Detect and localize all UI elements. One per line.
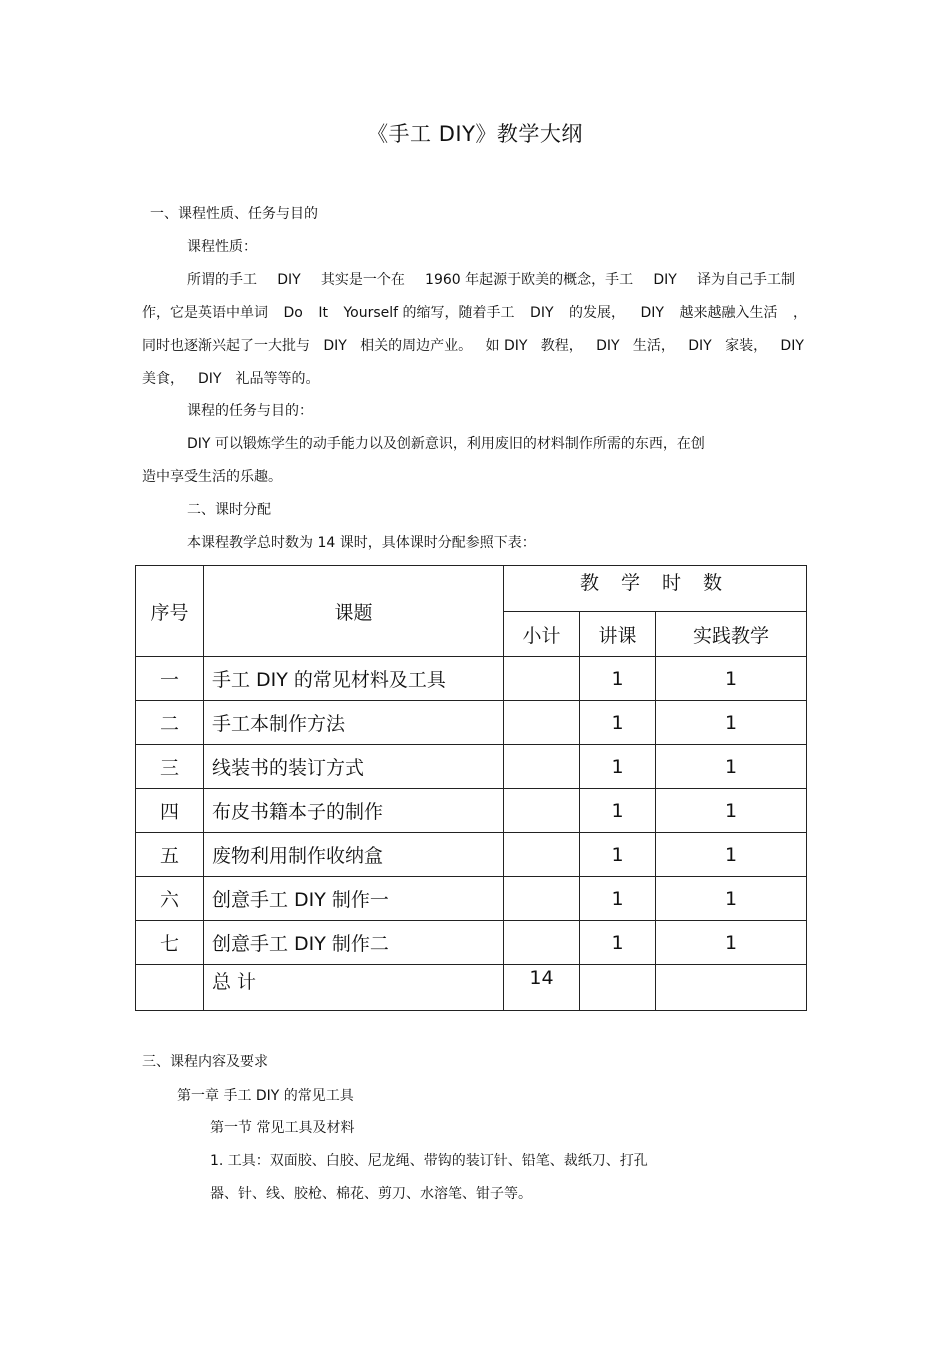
header-topic: 课题: [204, 566, 504, 657]
section2-heading: 二、课时分配: [187, 502, 271, 518]
table-row: 五 废物利用制作收纳盒 1 1: [136, 833, 807, 877]
header-subtotal: 小计: [504, 612, 580, 657]
table-row: 四 布皮书籍本子的制作 1 1: [136, 789, 807, 833]
table-row: 七 创意手工 DIY 制作二 1 1: [136, 921, 807, 965]
document-title: 《手工 DIY》教学大纲: [367, 122, 583, 146]
tools-line-1: 1. 工具：双面胶、白胶、尼龙绳、带钩的装订针、铅笔、裁纸刀、打孔: [210, 1153, 648, 1169]
table-header-row: [136, 566, 807, 612]
table-row: 二 手工本制作方法 1 1: [136, 701, 807, 745]
nature-line-4: 美食， DIY 礼品等等的。: [142, 371, 320, 387]
nature-line-2: 作，它是英语中单词 Do It Yourself 的缩写，随着手工 DIY 的发展， DIY 越来越融入生活 ，: [142, 305, 807, 321]
chapter-title: 第一章 手工 DIY 的常见工具: [177, 1088, 354, 1104]
section-title: 第一节 常见工具及材料: [210, 1120, 355, 1136]
course-nature-paragraph: [142, 264, 807, 396]
table-row: 三 线装书的装订方式 1 1: [136, 745, 807, 789]
hours-intro: 本课程教学总时数为 14 课时，具体课时分配参照下表：: [187, 535, 536, 551]
table-row: 六 创意手工 DIY 制作一 1 1: [136, 877, 807, 921]
course-nature-label: 课程性质：: [187, 239, 257, 255]
nature-line-1: 所谓的手工 DIY 其实是一个在 1960 年起源于欧美的概念，手工 DIY 译为自己手工制: [187, 272, 795, 288]
course-task-line-2: 造中享受生活的乐趣。: [142, 469, 282, 485]
nature-line-3: 同时也逐渐兴起了一大批与 DIY 相关的周边产业。 如 DIY 教程， DIY 生活， DIY 家装， DIY: [142, 338, 804, 354]
section1-heading: 一、课程性质、任务与目的: [150, 206, 318, 222]
course-task-label: 课程的任务与目的：: [187, 403, 313, 419]
header-practice: 实践教学: [656, 612, 807, 657]
hours-table: [135, 565, 807, 1011]
header-lecture: 讲课: [580, 612, 656, 657]
tools-line-2: 器、针、线、胶枪、棉花、剪刀、水溶笔、钳子等。: [210, 1186, 532, 1202]
section3-heading: 三、课程内容及要求: [142, 1054, 268, 1070]
table-total-row: 总 计 14: [136, 965, 807, 1011]
header-hours-group: 教 学 时 数: [504, 566, 807, 612]
header-no: 序号: [136, 566, 204, 657]
table-row: 一 手工 DIY 的常见材料及工具 1 1: [136, 657, 807, 701]
course-task-line-1: DIY 可以锻炼学生的动手能力以及创新意识，利用废旧的材料制作所需的东西，在创: [187, 436, 705, 452]
